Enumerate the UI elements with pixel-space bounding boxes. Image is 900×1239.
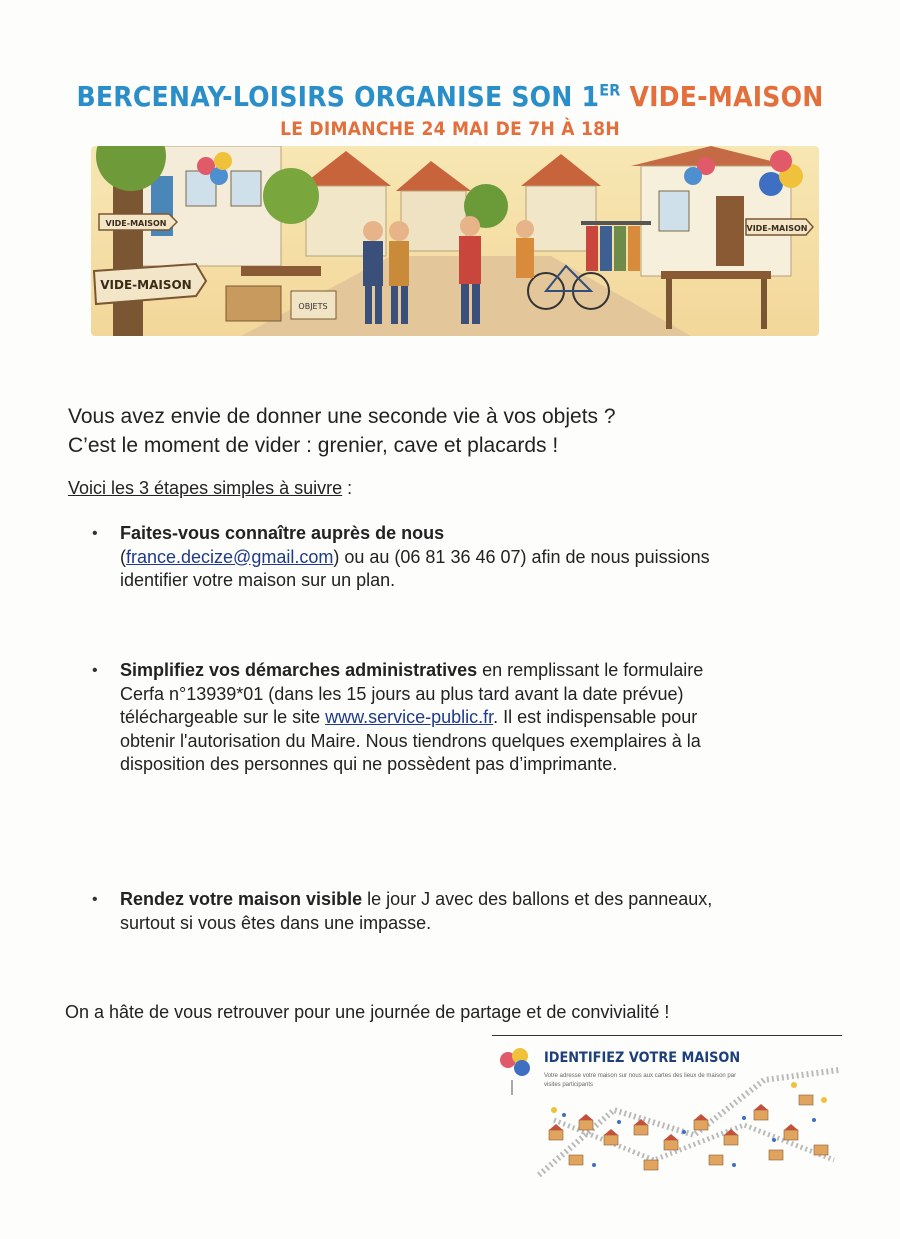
service-public-link[interactable]: www.service-public.fr bbox=[325, 707, 494, 727]
steps-heading: Voici les 3 étapes simples à suivre : bbox=[68, 478, 353, 498]
banner-illustration bbox=[91, 146, 819, 336]
identify-house-inset bbox=[494, 1040, 844, 1180]
inset-text: Votre adresse votre maison sur nous aux cartes des lieux de maison par visites participants bbox=[544, 1073, 737, 1088]
divider bbox=[492, 1035, 842, 1036]
bullet: • bbox=[92, 662, 98, 679]
step-2: • Simplifiez vos démarches administratives en remplissant le formulaire Cerfa n°13939*01 (dans les 15 jours au plus tard avant la date prévue) téléchargeable sur le site www.service-public.fr. Il est indispensable pour obtenir l'autorisation du Maire. Nous tiendrons quelques exemplaires à la disposition des personnes qui ne possèdent pas d’imprimante. bbox=[92, 660, 704, 774]
event-date: LE DIMANCHE 24 MAI DE 7H À 18H bbox=[280, 118, 620, 140]
title-part1: BERCENAY-LOISIRS ORGANISE SON 1 bbox=[76, 80, 600, 113]
sign-right: VIDE-MAISON bbox=[746, 224, 808, 233]
step-3: • Rendez votre maison visible le jour J avec des ballons et des panneaux, surtout si vous êtes dans une impasse. bbox=[92, 889, 713, 933]
bullet: • bbox=[92, 525, 98, 542]
sign-left-small: VIDE-MAISON bbox=[105, 219, 167, 228]
step-2-heading: Simplifiez vos démarches administratives bbox=[120, 660, 478, 680]
intro-line-1: Vous avez envie de donner une seconde vie à vos objets ? bbox=[68, 405, 616, 428]
step-3-heading: Rendez votre maison visible bbox=[120, 889, 363, 909]
closing-text: On a hâte de vous retrouver pour une journée de partage et de convivialité ! bbox=[65, 1002, 670, 1022]
inset-title: IDENTIFIEZ VOTRE MAISON bbox=[544, 1050, 741, 1066]
title-superscript: ER bbox=[599, 80, 621, 100]
step-1: • Faites-vous connaître auprès de nous (france.decize@gmail.com) ou au (06 81 36 46 07) afin de nous puissions identifier votre maison sur un plan. bbox=[92, 523, 710, 590]
step-1-heading: Faites-vous connaître auprès de nous bbox=[120, 523, 445, 543]
intro-text bbox=[68, 402, 768, 460]
email-link[interactable]: france.decize@gmail.com bbox=[126, 546, 334, 567]
bullet: • bbox=[92, 891, 98, 908]
sign-left: VIDE-MAISON bbox=[100, 278, 192, 292]
intro-line-2: C’est le moment de vider : grenier, cave et placards ! bbox=[68, 434, 559, 457]
page-title bbox=[45, 80, 855, 113]
box-label: OBJETS bbox=[298, 302, 328, 311]
title-part2: VIDE-MAISON bbox=[629, 80, 824, 113]
